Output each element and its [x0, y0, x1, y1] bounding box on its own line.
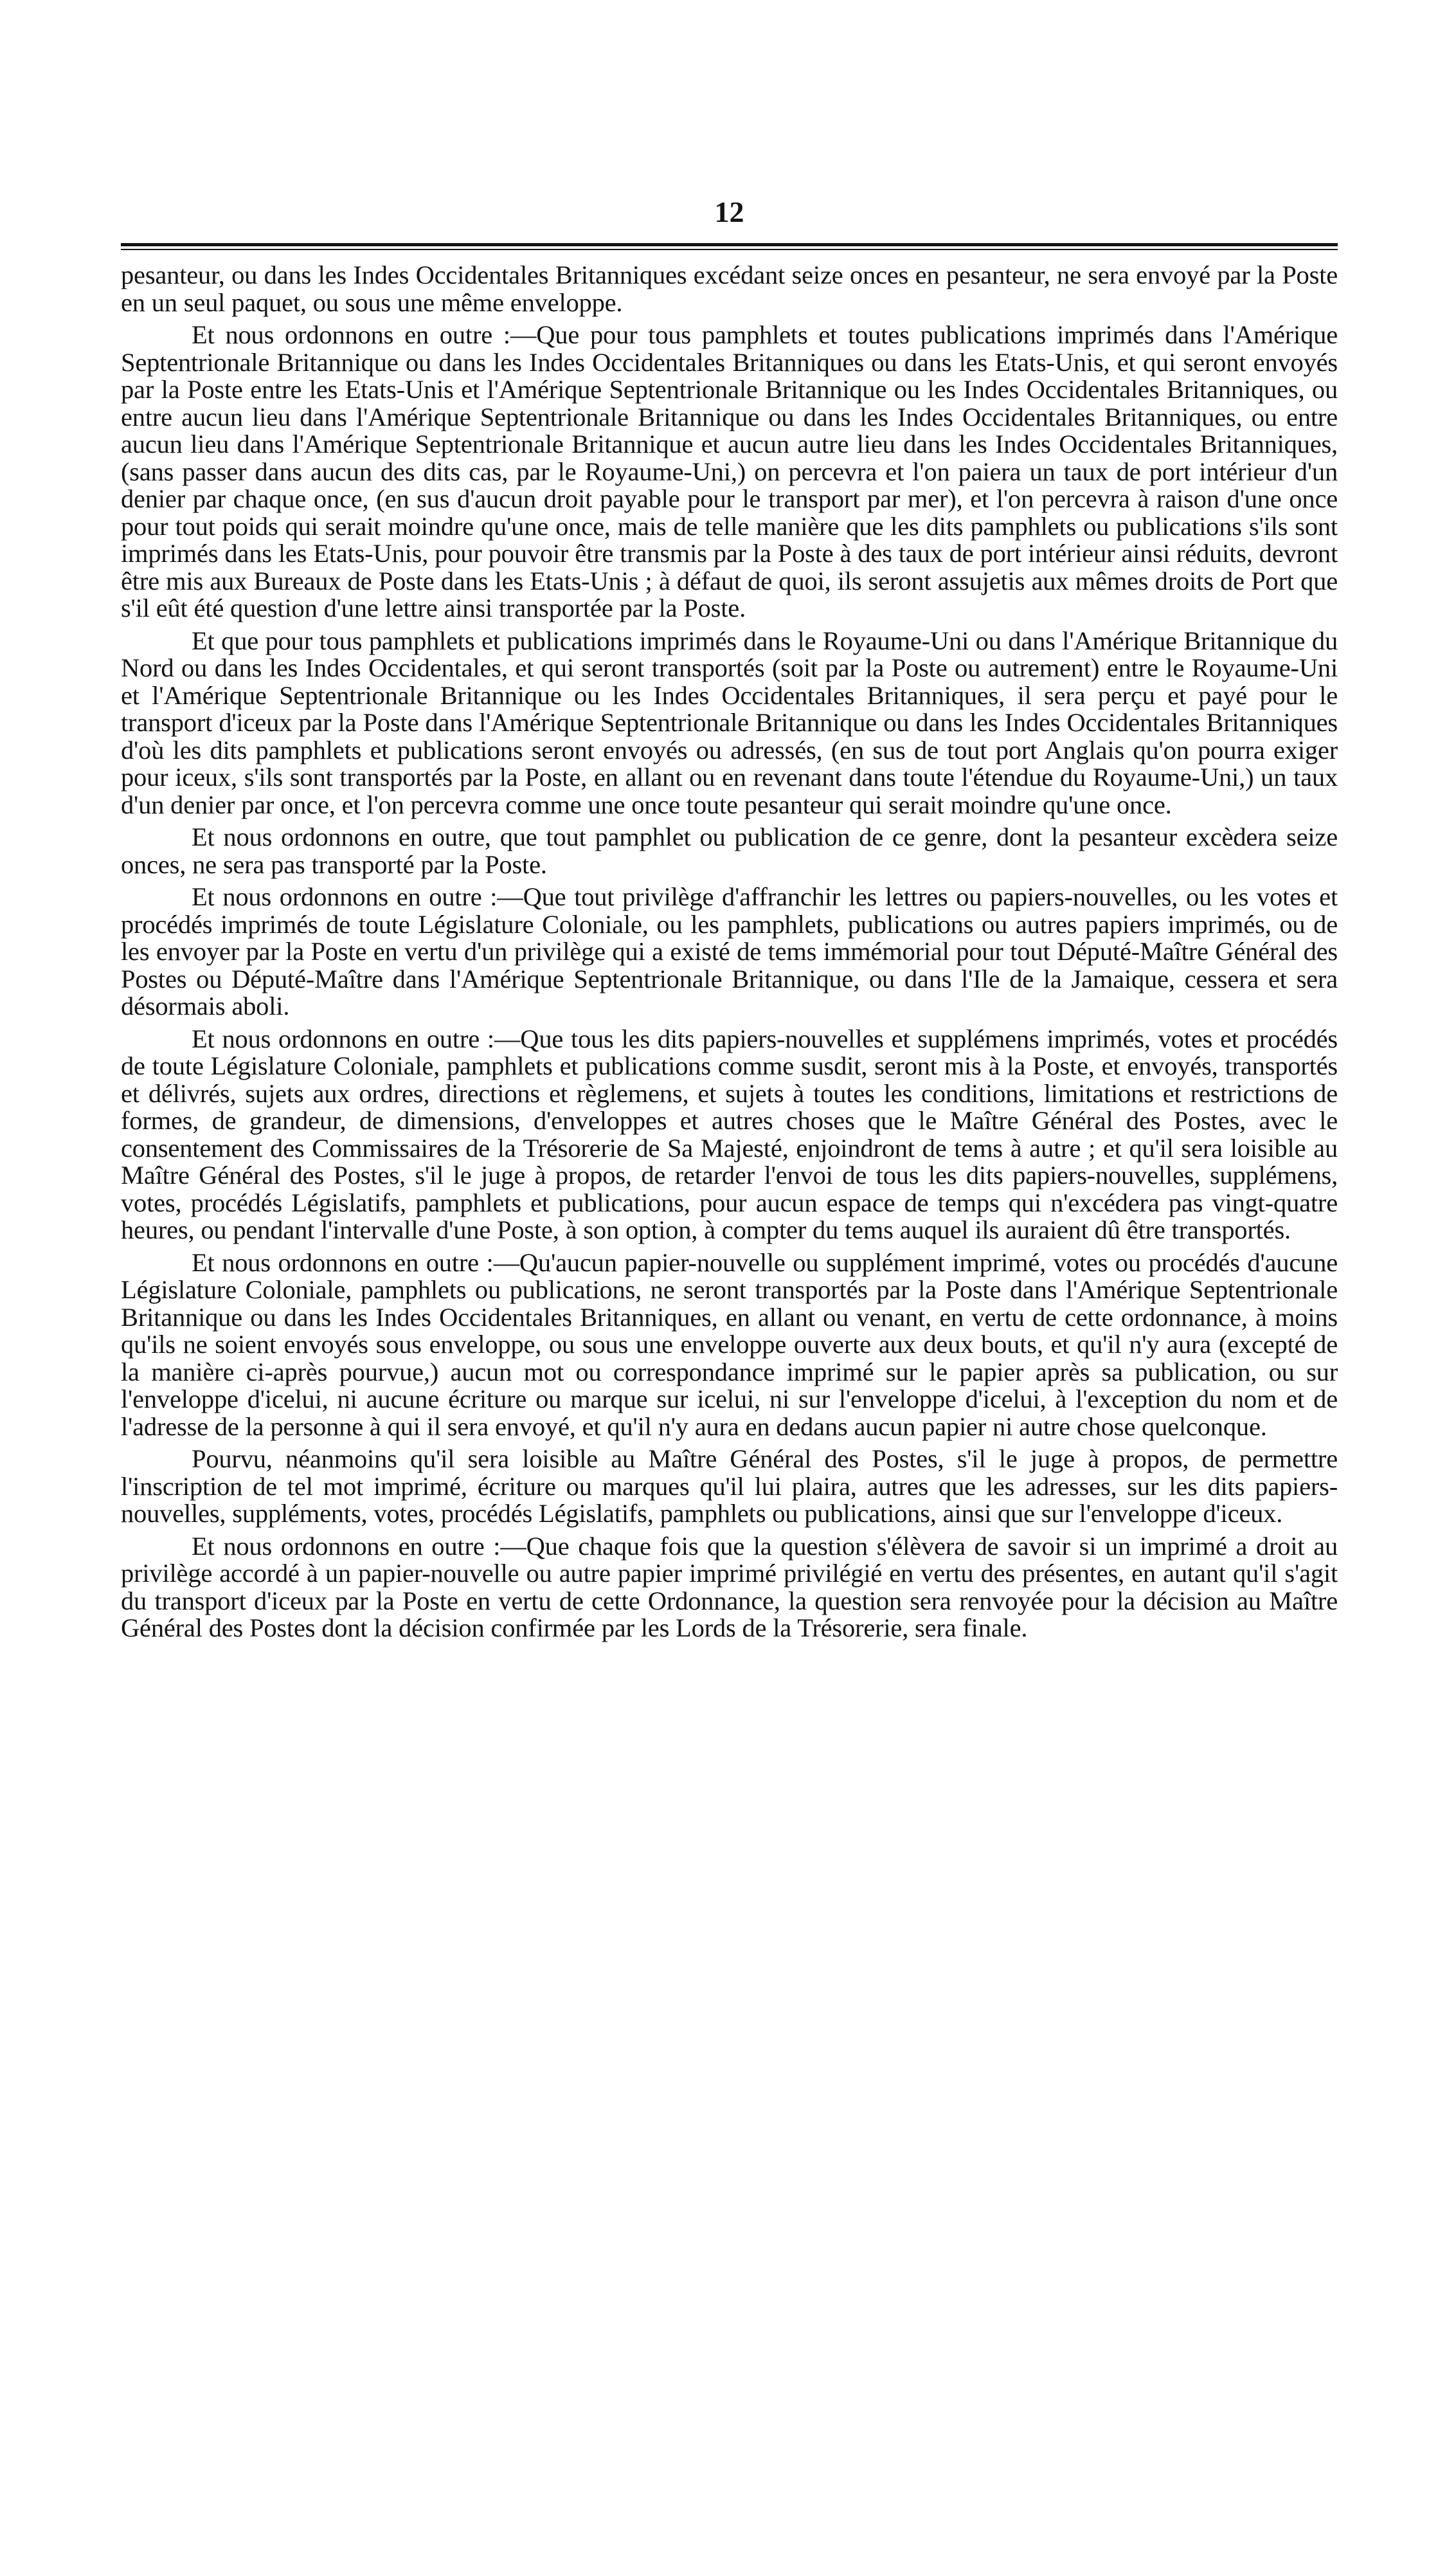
paragraph-privilege-aboli: Et nous ordonnons en outre :—Que tout privilège d'affranchir les lettres ou papiers-nouvelles, ou les votes et procédés imprimés de toute Législature Coloniale, ou les pamphlets, publications ou autres papiers imprimés, ou de les envoyer par la Poste en vertu d'un privilège qui a existé de tems immémorial pour tout Député-Maître Général des Postes ou Député-Maître dans l'Amérique Septentrionale Britannique, ou dans l'Ile de la Jamaique, cessera et sera désormais aboli. [121, 882, 1338, 1020]
header-rule-thin [121, 249, 1338, 250]
paragraph-pamphlets-royaume-uni: Et que pour tous pamphlets et publications imprimés dans le Royaume-Uni ou dans l'Amérique Britannique du Nord ou dans les Indes Occidentales, et qui seront transportés (soit par la Poste ou autrement) entre le Royaume-Uni et l'Amérique Septentrionale Britannique ou les Indes Occidentales Britanniques, il sera perçu et payé pour le transport d'iceux par la Poste dans l'Amérique Septentrionale Britannique ou dans les Indes Occidentales Britanniques d'où les dits pamphlets et publications seront envoyés ou adressés, (en sus de tout port Anglais qu'on pourra exiger pour iceux, s'ils sont transportés par la Poste, en allant ou en revenant dans toute l'étendue du Royaume-Uni,) un taux d'un denier par once, et l'on percevra comme une once toute pesanteur qui serait moindre qu'une once. [121, 626, 1338, 819]
page-number: 12 [714, 195, 744, 228]
paragraph-seize-onces: Et nous ordonnons en outre, que tout pamphlet ou publication de ce genre, dont la pesanteur excèdera seize onces, ne sera pas transporté par la Poste. [121, 822, 1338, 879]
body-text [121, 262, 1338, 1642]
paragraph-pamphlets-colonies: Et nous ordonnons en outre :—Que pour tous pamphlets et toutes publications imprimés dans l'Amérique Septentrionale Britannique ou dans les Indes Occidentales Britanniques ou dans les Etats-Unis, et qui seront envoyés par la Poste entre les Etats-Unis et l'Amérique Septentrionale Britannique ou les Indes Occidentales Britanniques, ou entre aucun lieu dans l'Amérique Septentrionale Britannique ou dans les Indes Occidentales Britanniques, ou entre aucun lieu dans l'Amérique Septentrionale Britannique et aucun autre lieu dans les Indes Occidentales Britanniques, (sans passer dans aucun des dits cas, par le Royaume-Uni,) on percevra et l'on paiera un taux de port intérieur d'un denier par chaque once, (en sus d'aucun droit payable pour le transport par mer), et l'on percevra à raison d'une once pour tout poids qui serait moindre qu'une once, mais de telle manière que les dits pamphlets ou publications s'ils sont imprimés dans les Etats-Unis, pour pouvoir être transmis par la Poste à des taux de port intérieur ainsi réduits, devront être mis aux Bureaux de Poste dans les Etats-Unis ; à défaut de quoi, ils seront assujetis aux mêmes droits de Port que s'il eût été question d'une lettre ainsi transportée par la Poste. [121, 320, 1338, 622]
header-rule [121, 243, 1338, 246]
paragraph-pourvu: Pourvu, néanmoins qu'il sera loisible au Maître Général des Postes, s'il le juge à propos, de permettre l'inscription de tel mot imprimé, écriture ou marques qu'il lui plaira, autres que les adresses, sur les dits papiers-nouvelles, suppléments, votes, procédés Législatifs, pamphlets ou publications, ainsi que sur l'enveloppe d'iceux. [121, 1444, 1338, 1528]
document-page [121, 193, 1338, 1642]
paragraph-enveloppe: Et nous ordonnons en outre :—Qu'aucun papier-nouvelle ou supplément imprimé, votes ou procédés d'aucune Législature Coloniale, pamphlets ou publications, ne seront transportés par la Poste dans l'Amérique Septentrionale Britannique ou dans les Indes Occidentales Britanniques, en allant ou venant, en vertu de cette ordonnance, à moins qu'ils ne soient envoyés sous enveloppe, ou sous une enveloppe ouverte aux deux bouts, et qu'il n'y aura (excepté de la manière ci-après pourvue,) aucun mot ou correspondance imprimé sur le papier après sa publication, ou sur l'enveloppe d'icelui, ni aucune écriture ou marque sur icelui, ni sur l'enveloppe d'icelui, à l'exception du nom et de l'adresse de la personne à qui il sera envoyé, et qu'il n'y aura en dedans aucun papier ni autre chose quelconque. [121, 1247, 1338, 1441]
paragraph-reglemens: Et nous ordonnons en outre :—Que tous les dits papiers-nouvelles et supplémens imprimés, votes et procédés de toute Législature Coloniale, pamphlets et publications comme susdit, seront mis à la Poste, et envoyés, transportés et délivrés, sujets aux ordres, directions et règlemens, et sujets à toutes les conditions, limitations et restrictions de formes, de grandeur, de dimensions, d'enveloppes et autres choses que le Maître Général des Postes, avec le consentement des Commissaires de la Trésorerie de Sa Majesté, enjoindront de tems à autre ; et qu'il sera loisible au Maître Général des Postes, s'il le juge à propos, de retarder l'envoi de tous les dits papiers-nouvelles, supplémens, votes, procédés Législatifs, pamphlets et publications, pour aucun espace de temps qui n'excédera pas vingt-quatre heures, ou pendant l'intervalle d'une Poste, à son option, à compter du tems auquel ils auraient dû être transportés. [121, 1024, 1338, 1244]
paragraph-decision-finale: Et nous ordonnons en outre :—Que chaque fois que la question s'élèvera de savoir si un imprimé a droit au privilège accordé à un papier-nouvelle ou autre papier imprimé privilégié en vertu des présentes, en autant qu'il s'agit du transport d'iceux par la Poste en vertu de cette Ordonnance, la question sera renvoyée pour la décision au Maître Général des Postes dont la décision confirmée par les Lords de la Trésorerie, sera finale. [121, 1531, 1338, 1642]
paragraph-continuation: pesanteur, ou dans les Indes Occidentales Britanniques excédant seize onces en pesanteur, ne sera envoyé par la Poste en un seul paquet, ou sous une même enveloppe. [121, 260, 1338, 317]
